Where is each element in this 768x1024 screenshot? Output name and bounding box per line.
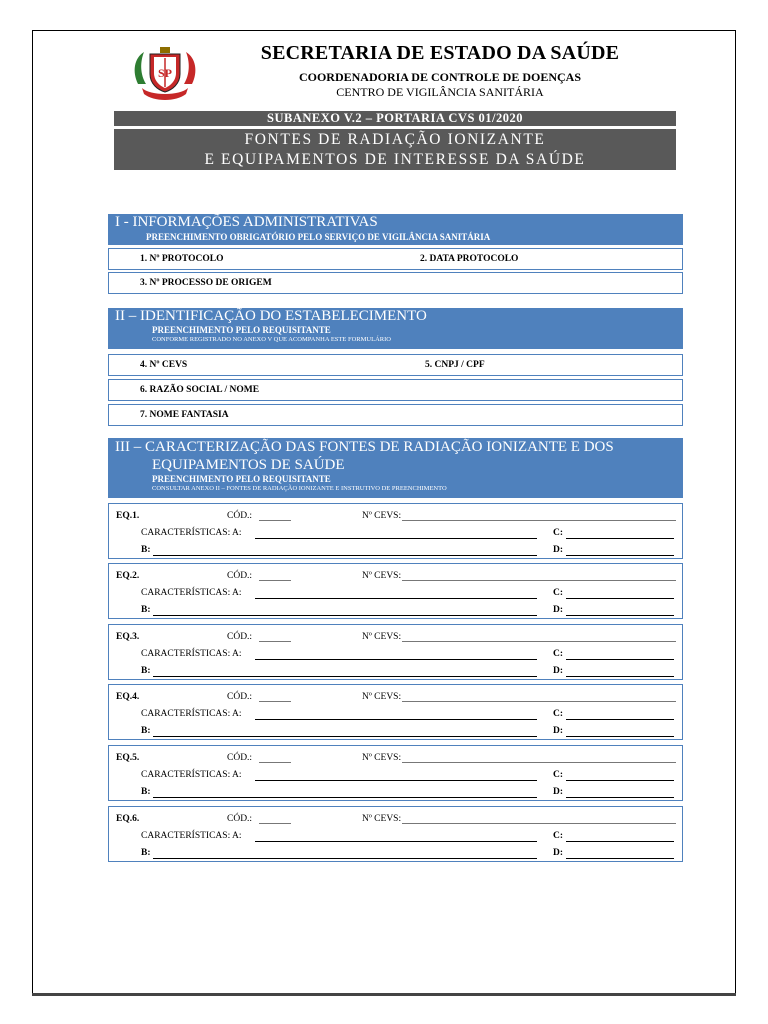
characteristic-d-label: D: (553, 666, 564, 676)
cod-field[interactable] (259, 520, 291, 521)
cevs-field[interactable] (402, 762, 676, 763)
characteristic-d-label: D: (553, 605, 564, 615)
protocol-date-label: 2. DATA PROTOCOLO (420, 254, 519, 264)
field-row-origin-process[interactable] (108, 272, 683, 294)
characteristic-b-field[interactable] (153, 676, 537, 677)
characteristic-d-label: D: (553, 848, 564, 858)
characteristic-b-field[interactable] (153, 615, 537, 616)
section-2-header (108, 308, 683, 349)
origin-process-label: 3. Nº PROCESSO DE ORIGEM (140, 278, 272, 288)
characteristic-c-field[interactable] (566, 659, 674, 660)
equipment-block (108, 503, 683, 559)
characteristic-a-field[interactable] (255, 659, 537, 660)
cevs-label: Nº CEVS: (362, 632, 402, 642)
equipment-label: EQ.4. (116, 692, 140, 702)
characteristic-c-label: C: (553, 831, 564, 841)
section-1-title: I - INFORMAÇÕES ADMINISTRATIVAS (115, 214, 378, 230)
characteristic-b-label: B: (141, 545, 151, 555)
equipment-block (108, 624, 683, 680)
bottom-rule (32, 993, 736, 996)
section-2-note: CONFORME REGISTRADO NO ANEXO V QUE ACOMPANHA ESTE FORMULÁRIO (152, 336, 391, 343)
section-3-header (108, 438, 683, 498)
form-title-line1: FONTES DE RADIAÇÃO IONIZANTE (244, 131, 546, 148)
cod-field[interactable] (259, 762, 291, 763)
cevs-label: 4. Nº CEVS (140, 360, 188, 370)
section-3-subtitle: PREENCHIMENTO PELO REQUISITANTE (152, 474, 331, 484)
characteristic-b-field[interactable] (153, 555, 537, 556)
coordination-name: COORDENADORIA DE CONTROLE DE DOENÇAS (298, 70, 582, 84)
cevs-label: Nº CEVS: (362, 571, 402, 581)
characteristic-b-label: B: (141, 726, 151, 736)
cod-label: CÓD.: (227, 632, 253, 642)
section-2-title: II – IDENTIFICAÇÃO DO ESTABELECIMENTO (115, 308, 427, 324)
characteristic-d-field[interactable] (566, 676, 674, 677)
characteristic-c-label: C: (553, 649, 564, 659)
cod-label: CÓD.: (227, 571, 253, 581)
characteristic-d-label: D: (553, 545, 564, 555)
cod-label: CÓD.: (227, 753, 253, 763)
sao-paulo-coat-of-arms-logo (130, 44, 200, 104)
section-3-title-line2: EQUIPAMENTOS DE SAÚDE (152, 457, 345, 473)
characteristic-c-field[interactable] (566, 841, 674, 842)
cevs-label: Nº CEVS: (362, 753, 402, 763)
cevs-label: Nº CEVS: (362, 511, 402, 521)
cod-label: CÓD.: (227, 692, 253, 702)
cod-label: CÓD.: (227, 511, 253, 521)
cevs-field[interactable] (402, 641, 676, 642)
equipment-block (108, 806, 683, 862)
cevs-label: Nº CEVS: (362, 692, 402, 702)
company-name-label: 6. RAZÃO SOCIAL / NOME (140, 385, 260, 395)
form-title-banner (114, 129, 676, 170)
center-name: CENTRO DE VIGILÂNCIA SANITÁRIA (336, 85, 544, 99)
field-row-trade-name[interactable] (108, 404, 683, 426)
cod-field[interactable] (259, 580, 291, 581)
cod-field[interactable] (259, 823, 291, 824)
characteristic-b-field[interactable] (153, 797, 537, 798)
equipment-block (108, 563, 683, 619)
characteristic-d-label: D: (553, 787, 564, 797)
field-row-company-name[interactable] (108, 379, 683, 401)
characteristic-c-label: C: (553, 588, 564, 598)
characteristic-a-field[interactable] (255, 719, 537, 720)
cevs-field[interactable] (402, 580, 676, 581)
equipment-label: EQ.6. (116, 814, 140, 824)
equipment-block (108, 684, 683, 740)
characteristic-b-field[interactable] (153, 736, 537, 737)
characteristic-a-field[interactable] (255, 841, 537, 842)
characteristics-a-label: CARACTERÍSTICAS: A: (141, 649, 242, 659)
characteristic-b-label: B: (141, 848, 151, 858)
characteristic-a-field[interactable] (255, 598, 537, 599)
field-row-protocol[interactable] (108, 248, 683, 270)
trade-name-label: 7. NOME FANTASIA (140, 410, 229, 420)
equipment-label: EQ.2. (116, 571, 140, 581)
characteristic-c-field[interactable] (566, 719, 674, 720)
characteristics-a-label: CARACTERÍSTICAS: A: (141, 831, 242, 841)
subanexo-banner: SUBANEXO V.2 – PORTARIA CVS 01/2020 (114, 111, 676, 126)
characteristic-d-field[interactable] (566, 797, 674, 798)
characteristics-a-label: CARACTERÍSTICAS: A: (141, 709, 242, 719)
cevs-label: Nº CEVS: (362, 814, 402, 824)
field-row-cevs[interactable] (108, 354, 683, 376)
characteristic-d-field[interactable] (566, 615, 674, 616)
section-1-subtitle: PREENCHIMENTO OBRIGATÓRIO PELO SERVIÇO DE VIGILÂNCIA SANITÁRIA (146, 232, 491, 242)
characteristics-a-label: CARACTERÍSTICAS: A: (141, 528, 242, 538)
equipment-block (108, 745, 683, 801)
characteristic-c-label: C: (553, 770, 564, 780)
form-title-line2: E EQUIPAMENTOS DE INTERESSE DA SAÚDE (204, 151, 586, 168)
logo-monogram: SP (157, 66, 173, 80)
characteristic-d-field[interactable] (566, 858, 674, 859)
characteristic-b-label: B: (141, 666, 151, 676)
characteristic-a-field[interactable] (255, 538, 537, 539)
section-1-header (108, 214, 683, 245)
characteristic-d-field[interactable] (566, 555, 674, 556)
cevs-field[interactable] (402, 701, 676, 702)
cnpj-cpf-label: 5. CNPJ / CPF (425, 360, 485, 370)
section-2-subtitle: PREENCHIMENTO PELO REQUISITANTE (152, 325, 331, 335)
characteristic-b-label: B: (141, 787, 151, 797)
section-3-title-line1: III – CARACTERIZAÇÃO DAS FONTES DE RADIAÇÃO IONIZANTE E DOS (115, 439, 614, 455)
characteristic-c-label: C: (553, 709, 564, 719)
characteristic-c-field[interactable] (566, 598, 674, 599)
characteristics-a-label: CARACTERÍSTICAS: A: (141, 588, 242, 598)
equipment-label: EQ.3. (116, 632, 140, 642)
characteristic-b-field[interactable] (153, 858, 537, 859)
cod-label: CÓD.: (227, 814, 253, 824)
protocol-number-label: 1. Nº PROTOCOLO (140, 254, 224, 264)
characteristic-d-field[interactable] (566, 736, 674, 737)
cevs-field[interactable] (402, 823, 676, 824)
characteristic-c-field[interactable] (566, 780, 674, 781)
characteristic-a-field[interactable] (255, 780, 537, 781)
equipment-label: EQ.5. (116, 753, 140, 763)
cod-field[interactable] (259, 641, 291, 642)
characteristics-a-label: CARACTERÍSTICAS: A: (141, 770, 242, 780)
characteristic-c-label: C: (553, 528, 564, 538)
equipment-label: EQ.1. (116, 511, 140, 521)
characteristic-b-label: B: (141, 605, 151, 615)
cod-field[interactable] (259, 701, 291, 702)
section-3-note: CONSULTAR ANEXO II – FONTES DE RADIAÇÃO IONIZANTE E INSTRUTIVO DE PREENCHIMENTO (152, 485, 447, 492)
page-title: SECRETARIA DE ESTADO DA SAÚDE (260, 42, 620, 64)
characteristic-d-label: D: (553, 726, 564, 736)
cevs-field[interactable] (402, 520, 676, 521)
characteristic-c-field[interactable] (566, 538, 674, 539)
